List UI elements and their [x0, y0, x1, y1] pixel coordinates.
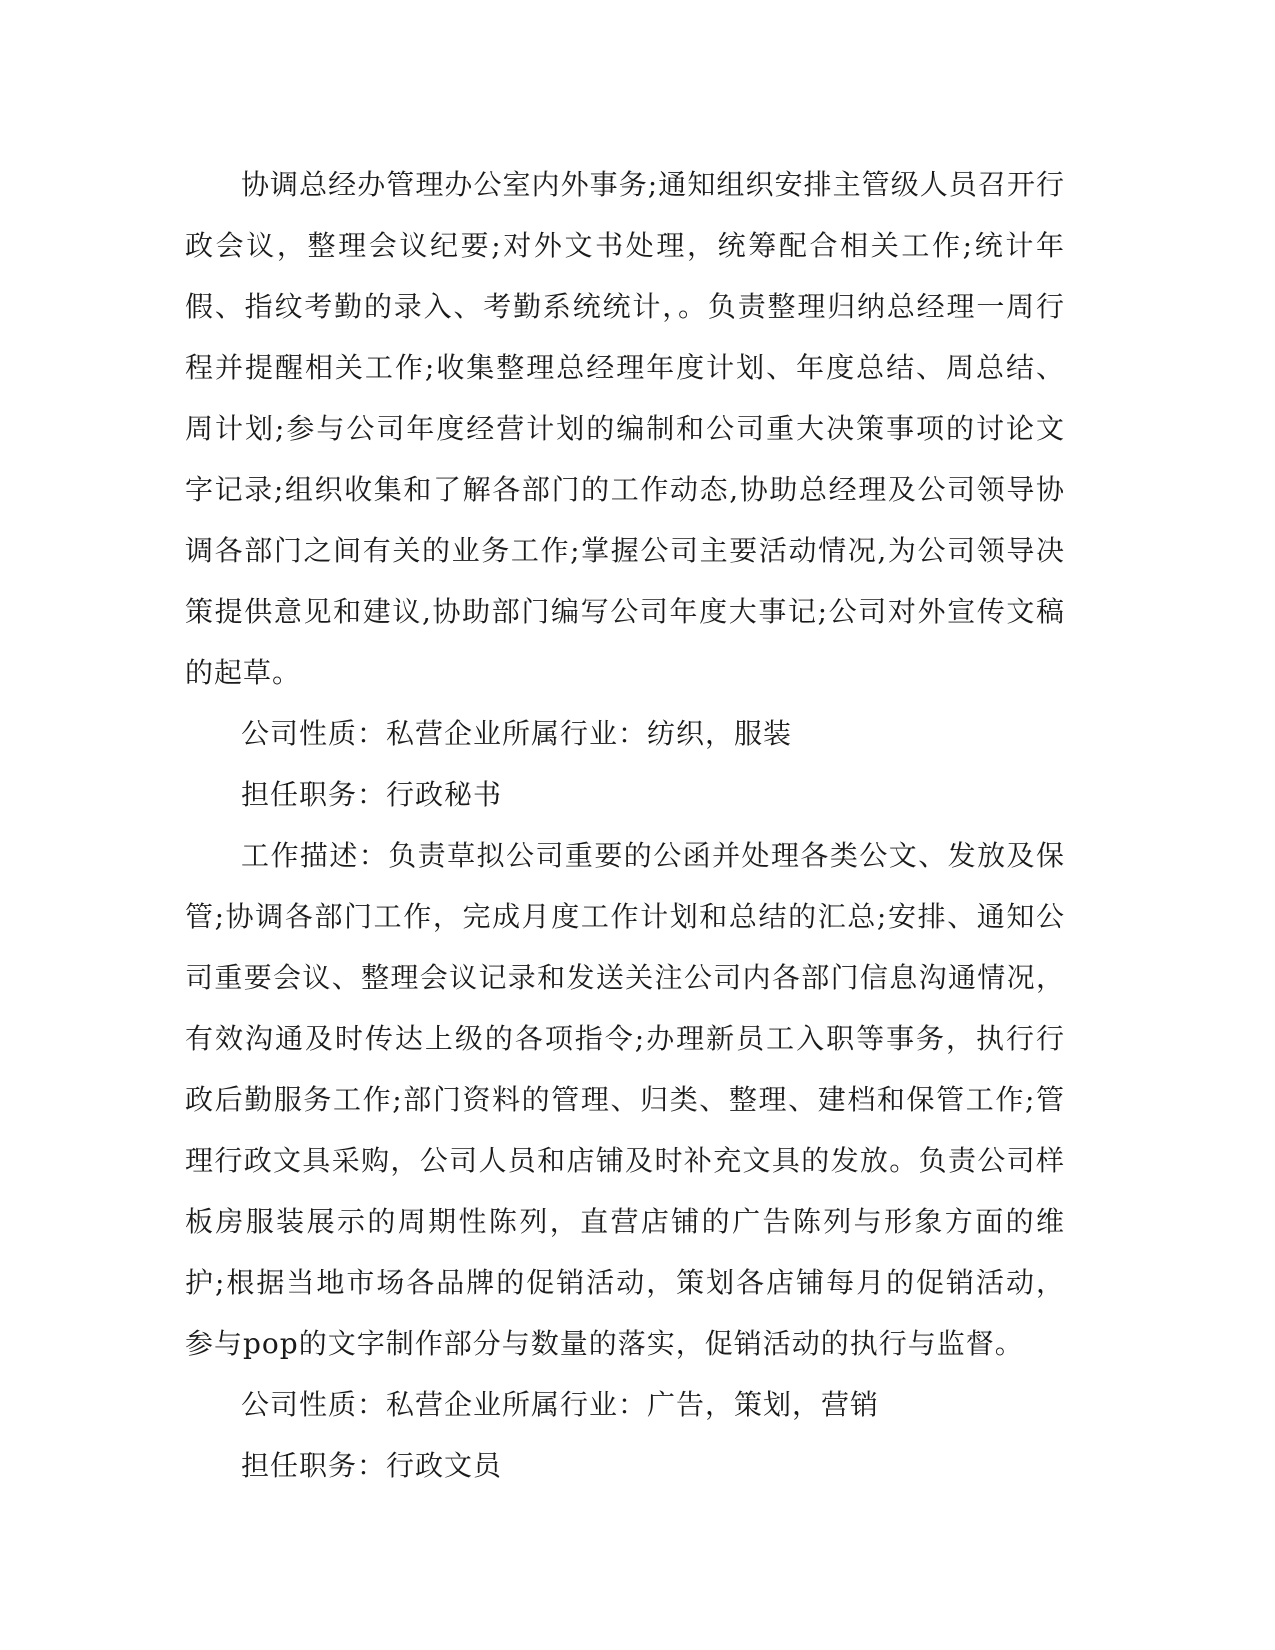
document-body — [185, 154, 1065, 1496]
paragraph-company-type-2: 公司性质：私营企业所属行业：广告，策划，营销 — [241, 1388, 880, 1421]
paragraph-position-2: 担任职务：行政文员 — [241, 1449, 503, 1482]
paragraph-job-description-2: 工作描述：负责草拟公司重要的公函并处理各类公文、发放及保管;协调各部门工作，完成月度工作计划和总结的汇总;安排、通知公司重要会议、整理会议记录和发送关注公司内各部门信息沟通情况，有效沟通及时传达上级的各项指令;办理新员工入职等事务，执行行政后勤服务工作;部门资料的管理、归类、整理、建档和保管工作;管理行政文具采购，公司人员和店铺及时补充文具的发放。负责公司样板房服装展示的周期性陈列，直营店铺的广告陈列与形象方面的维护;根据当地市场各品牌的促销活动，策划各店铺每月的促销活动，参与pop的文字制作部分与数量的落实，促销活动的执行与监督。 — [185, 839, 1065, 1360]
paragraph-duties-1: 协调总经办管理办公室内外事务;通知组织安排主管级人员召开行政会议，整理会议纪要;对外文书处理，统筹配合相关工作;统计年假、指纹考勤的录入、考勤系统统计，。负责整理归纳总经理一周行程并提醒相关工作;收集整理总经理年度计划、年度总结、周总结、周计划;参与公司年度经营计划的编制和公司重大决策事项的讨论文字记录;组织收集和了解各部门的工作动态,协助总经理及公司领导协调各部门之间有关的业务工作;掌握公司主要活动情况,为公司领导决策提供意见和建议,协助部门编写公司年度大事记;公司对外宣传文稿的起草。 — [185, 168, 1065, 689]
paragraph-company-type-1: 公司性质：私营企业所属行业：纺织，服装 — [241, 717, 793, 750]
paragraph-position-1: 担任职务：行政秘书 — [241, 778, 503, 811]
